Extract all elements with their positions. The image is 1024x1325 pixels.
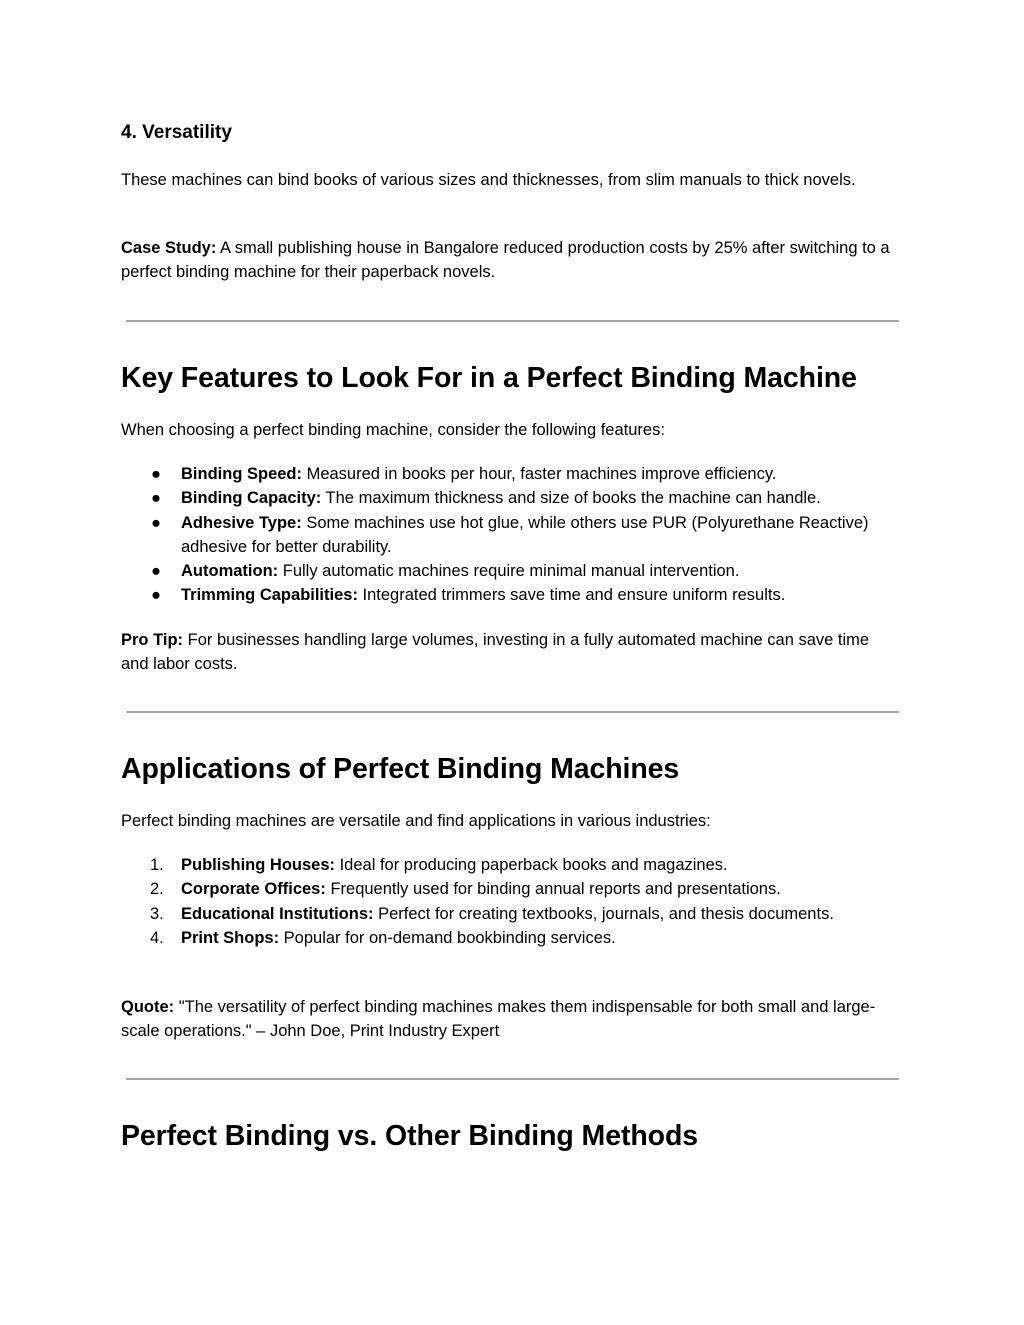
list-item-text: Frequently used for binding annual reports and presentations. — [325, 880, 781, 899]
list-item-text: The maximum thickness and size of books the machine can handle. — [321, 489, 821, 508]
list-item — [121, 559, 901, 583]
list-item-label: Trimming Capabilities: — [181, 586, 358, 605]
applications-list — [121, 853, 901, 950]
quote-label: Quote: — [121, 998, 175, 1016]
list-item-text: Some machines use hot glue, while others use PUR (Polyurethane Reactive) adhesive for better durability. — [181, 513, 869, 556]
list-item — [121, 877, 901, 901]
list-item-label: Educational Institutions: — [181, 904, 374, 923]
versatility-heading: 4. Versatility — [121, 122, 232, 143]
versatility-paragraph: These machines can bind books of various sizes and thicknesses, from slim manuals to thick novels. — [121, 171, 856, 189]
list-item-label: Automation: — [181, 562, 279, 581]
list-number: 4. — [150, 928, 164, 947]
list-item — [121, 853, 901, 877]
bullet-marker: ● — [151, 562, 161, 581]
list-item-label: Binding Speed: — [181, 465, 302, 483]
list-item-label: Publishing Houses: — [181, 856, 336, 874]
bullet-marker: ● — [151, 465, 161, 483]
list-item — [121, 511, 901, 560]
list-item-text: Measured in books per hour, faster machines improve efficiency. — [302, 465, 777, 483]
list-item-text: Perfect for creating textbooks, journals, and thesis documents. — [373, 904, 834, 923]
case-study-label: Case Study: — [121, 239, 217, 257]
features-intro: When choosing a perfect binding machine, consider the following features: — [121, 421, 665, 439]
list-item — [121, 486, 901, 510]
list-item-label: Binding Capacity: — [181, 489, 322, 508]
pro-tip-text: For businesses handling large volumes, investing in a fully automated machine can save time and labor costs. — [121, 631, 870, 674]
quote-paragraph — [121, 995, 901, 1044]
section-divider — [126, 711, 899, 713]
case-study-text: A small publishing house in Bangalore reduced production costs by 25% after switching to a perfect binding machine for their paperback novels. — [121, 239, 890, 282]
list-item-label: Corporate Offices: — [181, 880, 326, 899]
list-item-label: Adhesive Type: — [181, 513, 302, 532]
bullet-marker: ● — [151, 489, 161, 508]
list-item — [121, 583, 901, 607]
list-item-text: Popular for on-demand bookbinding services. — [279, 928, 616, 947]
list-item — [121, 926, 901, 950]
bullet-marker: ● — [151, 513, 161, 532]
list-item-label: Print Shops: — [181, 928, 280, 947]
list-number: 3. — [150, 904, 164, 923]
features-heading: Key Features to Look For in a Perfect Binding Machine — [121, 362, 857, 394]
list-item-text: Fully automatic machines require minimal manual intervention. — [278, 562, 740, 581]
applications-intro: Perfect binding machines are versatile and find applications in various industries: — [121, 812, 711, 830]
quote-text: "The versatility of perfect binding machines makes them indispensable for both small and large-scale operations." – John Doe, Print Industry Expert — [121, 998, 876, 1041]
bullet-marker: ● — [151, 586, 161, 605]
list-item-text: Integrated trimmers save time and ensure uniform results. — [357, 586, 786, 605]
pro-tip-paragraph — [121, 628, 901, 677]
applications-heading: Applications of Perfect Binding Machines — [121, 753, 680, 785]
section-divider — [126, 1078, 899, 1080]
list-number: 2. — [150, 880, 164, 899]
case-study-paragraph — [121, 236, 901, 285]
list-item-text: Ideal for producing paperback books and magazines. — [335, 856, 728, 874]
comparison-heading: Perfect Binding vs. Other Binding Methods — [121, 1120, 699, 1152]
list-item — [121, 902, 901, 926]
section-divider — [126, 320, 899, 322]
pro-tip-label: Pro Tip: — [121, 631, 184, 649]
list-number: 1. — [150, 856, 164, 874]
list-item — [121, 462, 901, 486]
features-list — [121, 462, 901, 608]
